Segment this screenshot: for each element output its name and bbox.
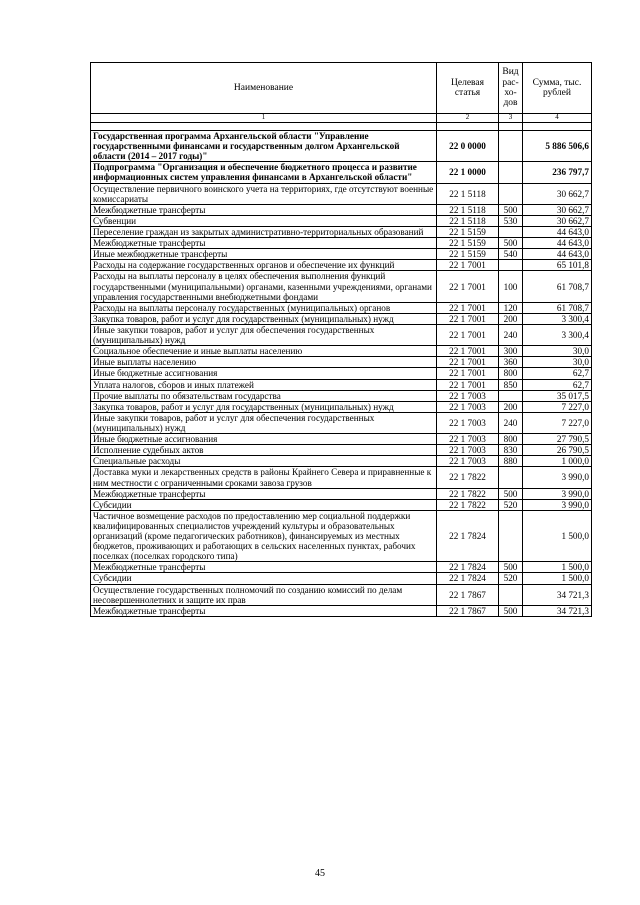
row-expense-type: 200 bbox=[499, 313, 523, 324]
row-sum: 44 643,0 bbox=[523, 238, 592, 249]
table-row bbox=[91, 249, 592, 260]
row-name: Иные закупки товаров, работ и услуг для обеспечения государственных (муниципальных) нужд bbox=[91, 324, 437, 345]
table-row bbox=[91, 379, 592, 390]
row-expense-type: 880 bbox=[499, 456, 523, 467]
table-row bbox=[91, 445, 592, 456]
table-row bbox=[91, 346, 592, 357]
row-sum: 30 662,7 bbox=[523, 204, 592, 215]
row-target-code: 22 0 0000 bbox=[437, 131, 499, 162]
row-target-code: 22 1 7001 bbox=[437, 368, 499, 379]
row-sum: 3 990,0 bbox=[523, 488, 592, 499]
row-target-code: 22 1 7822 bbox=[437, 488, 499, 499]
row-expense-type: 500 bbox=[499, 204, 523, 215]
column-number: 3 bbox=[499, 114, 523, 123]
row-sum: 44 643,0 bbox=[523, 226, 592, 237]
row-name: Расходы на выплаты персоналу в целях обеспечения выполнения функций государственными (муниципальными) органами, казенными учреждениями, органами управления государственными внебюджетными фондами bbox=[91, 271, 437, 302]
row-sum: 34 721,3 bbox=[523, 584, 592, 605]
row-name: Закупка товаров, работ и услуг для государственных (муниципальных) нужд bbox=[91, 313, 437, 324]
row-name: Осуществление государственных полномочий по созданию комиссий по делам несовершеннолетних и защите их прав bbox=[91, 584, 437, 605]
empty-row bbox=[91, 123, 592, 131]
row-target-code: 22 1 7003 bbox=[437, 412, 499, 433]
row-target-code: 22 1 7003 bbox=[437, 456, 499, 467]
row-expense-type: 500 bbox=[499, 488, 523, 499]
header-name: Наименование bbox=[91, 63, 437, 114]
row-target-code: 22 1 7001 bbox=[437, 313, 499, 324]
table-row bbox=[91, 215, 592, 226]
row-expense-type: 530 bbox=[499, 215, 523, 226]
row-sum: 30 662,7 bbox=[523, 215, 592, 226]
row-name: Частичное возмещение расходов по предоставлению мер социальной поддержки квалифицированных специалистов учреждений культуры и образовательных организаций (кроме педагогических работников), финансируемых из местных бюджетов, проживающих и работающих в сельских населенных пунктах, рабочих поселках (поселках городского типа) bbox=[91, 510, 437, 562]
table-row bbox=[91, 260, 592, 271]
table-row bbox=[91, 238, 592, 249]
row-target-code: 22 1 5118 bbox=[437, 215, 499, 226]
row-expense-type: 850 bbox=[499, 379, 523, 390]
row-sum: 27 790,5 bbox=[523, 434, 592, 445]
row-expense-type bbox=[499, 390, 523, 401]
row-target-code: 22 1 7822 bbox=[437, 467, 499, 488]
header-sum: Сумма, тыс. рублей bbox=[523, 63, 592, 114]
row-target-code: 22 1 5159 bbox=[437, 226, 499, 237]
row-expense-type: 200 bbox=[499, 401, 523, 412]
row-target-code: 22 1 7001 bbox=[437, 346, 499, 357]
table-body bbox=[91, 123, 592, 617]
row-sum: 3 300,4 bbox=[523, 324, 592, 345]
row-name: Прочие выплаты по обязательствам государства bbox=[91, 390, 437, 401]
row-sum: 65 101,8 bbox=[523, 260, 592, 271]
row-target-code: 22 1 0000 bbox=[437, 162, 499, 183]
table-row bbox=[91, 302, 592, 313]
row-target-code: 22 1 7001 bbox=[437, 324, 499, 345]
row-expense-type: 360 bbox=[499, 357, 523, 368]
row-sum: 26 790,5 bbox=[523, 445, 592, 456]
row-sum: 30,0 bbox=[523, 357, 592, 368]
row-sum: 30 662,7 bbox=[523, 183, 592, 204]
row-target-code: 22 1 5159 bbox=[437, 238, 499, 249]
row-target-code: 22 1 7001 bbox=[437, 271, 499, 302]
header-target: Целевая статья bbox=[437, 63, 499, 114]
column-number: 1 bbox=[91, 114, 437, 123]
row-name: Межбюджетные трансферты bbox=[91, 204, 437, 215]
table-row bbox=[91, 401, 592, 412]
row-target-code: 22 1 5118 bbox=[437, 183, 499, 204]
row-expense-type: 520 bbox=[499, 499, 523, 510]
table-row bbox=[91, 204, 592, 215]
row-name: Иные бюджетные ассигнования bbox=[91, 434, 437, 445]
row-name: Иные межбюджетные трансферты bbox=[91, 249, 437, 260]
table-row bbox=[91, 562, 592, 573]
row-sum: 44 643,0 bbox=[523, 249, 592, 260]
row-sum: 1 500,0 bbox=[523, 573, 592, 584]
row-target-code: 22 1 7824 bbox=[437, 573, 499, 584]
row-target-code: 22 1 7001 bbox=[437, 302, 499, 313]
row-name: Доставка муки и лекарственных средств в районы Крайнего Севера и приравненные к ним местности с ограниченными сроками завоза грузов bbox=[91, 467, 437, 488]
row-name: Иные бюджетные ассигнования bbox=[91, 368, 437, 379]
row-expense-type: 240 bbox=[499, 412, 523, 433]
row-target-code: 22 1 7824 bbox=[437, 510, 499, 562]
row-name: Субсидии bbox=[91, 499, 437, 510]
row-expense-type: 120 bbox=[499, 302, 523, 313]
row-sum: 3 300,4 bbox=[523, 313, 592, 324]
row-name: Межбюджетные трансферты bbox=[91, 562, 437, 573]
row-target-code: 22 1 7003 bbox=[437, 390, 499, 401]
row-expense-type: 100 bbox=[499, 271, 523, 302]
row-name: Межбюджетные трансферты bbox=[91, 605, 437, 616]
row-expense-type bbox=[499, 510, 523, 562]
row-name: Исполнение судебных актов bbox=[91, 445, 437, 456]
table-row bbox=[91, 510, 592, 562]
row-target-code: 22 1 5159 bbox=[437, 249, 499, 260]
row-expense-type: 500 bbox=[499, 605, 523, 616]
table-row bbox=[91, 131, 592, 162]
table-row bbox=[91, 499, 592, 510]
row-name: Осуществление первичного воинского учета на территориях, где отсутствуют военные комиссариаты bbox=[91, 183, 437, 204]
page-number: 45 bbox=[315, 868, 325, 879]
table-row bbox=[91, 313, 592, 324]
table-row bbox=[91, 584, 592, 605]
row-sum: 7 227,0 bbox=[523, 412, 592, 433]
row-target-code: 22 1 7001 bbox=[437, 379, 499, 390]
row-name: Межбюджетные трансферты bbox=[91, 238, 437, 249]
column-number: 2 bbox=[437, 114, 499, 123]
row-sum: 1 000,0 bbox=[523, 456, 592, 467]
row-sum: 62,7 bbox=[523, 368, 592, 379]
row-expense-type: 300 bbox=[499, 346, 523, 357]
row-expense-type: 500 bbox=[499, 562, 523, 573]
table-row bbox=[91, 357, 592, 368]
row-sum: 35 017,5 bbox=[523, 390, 592, 401]
row-expense-type: 240 bbox=[499, 324, 523, 345]
row-sum: 1 500,0 bbox=[523, 562, 592, 573]
table-row bbox=[91, 434, 592, 445]
row-expense-type bbox=[499, 183, 523, 204]
row-name: Подпрограмма "Организация и обеспечение бюджетного процесса и развитие информационных систем управления финансами в Архангельской области" bbox=[91, 162, 437, 183]
row-expense-type bbox=[499, 467, 523, 488]
row-expense-type bbox=[499, 162, 523, 183]
table-row bbox=[91, 183, 592, 204]
row-target-code: 22 1 7867 bbox=[437, 584, 499, 605]
row-sum: 236 797,7 bbox=[523, 162, 592, 183]
table-row bbox=[91, 271, 592, 302]
row-sum: 34 721,3 bbox=[523, 605, 592, 616]
row-expense-type bbox=[499, 260, 523, 271]
row-name: Переселение граждан из закрытых административно-территориальных образований bbox=[91, 226, 437, 237]
table-row bbox=[91, 226, 592, 237]
row-expense-type: 830 bbox=[499, 445, 523, 456]
budget-table bbox=[90, 62, 592, 617]
row-target-code: 22 1 7001 bbox=[437, 260, 499, 271]
row-sum: 30,0 bbox=[523, 346, 592, 357]
row-sum: 62,7 bbox=[523, 379, 592, 390]
table-row bbox=[91, 467, 592, 488]
table-row bbox=[91, 162, 592, 183]
row-expense-type: 540 bbox=[499, 249, 523, 260]
table-row bbox=[91, 488, 592, 499]
table-row bbox=[91, 368, 592, 379]
row-name: Субсидии bbox=[91, 573, 437, 584]
header-row bbox=[91, 63, 592, 114]
row-sum: 5 886 506,6 bbox=[523, 131, 592, 162]
table-row bbox=[91, 412, 592, 433]
row-name: Закупка товаров, работ и услуг для государственных (муниципальных) нужд bbox=[91, 401, 437, 412]
table-row bbox=[91, 456, 592, 467]
table-row bbox=[91, 324, 592, 345]
row-name: Иные выплаты населению bbox=[91, 357, 437, 368]
row-target-code: 22 1 5118 bbox=[437, 204, 499, 215]
table-row bbox=[91, 573, 592, 584]
row-name: Социальное обеспечение и иные выплаты населению bbox=[91, 346, 437, 357]
row-sum: 3 990,0 bbox=[523, 467, 592, 488]
table-row bbox=[91, 390, 592, 401]
row-target-code: 22 1 7003 bbox=[437, 434, 499, 445]
row-expense-type: 800 bbox=[499, 368, 523, 379]
row-name: Иные закупки товаров, работ и услуг для обеспечения государственных (муниципальных) нужд bbox=[91, 412, 437, 433]
row-target-code: 22 1 7001 bbox=[437, 357, 499, 368]
row-name: Уплата налогов, сборов и иных платежей bbox=[91, 379, 437, 390]
row-name: Расходы на содержание государственных органов и обеспечение их функций bbox=[91, 260, 437, 271]
header-type: Вид рас-хо-дов bbox=[499, 63, 523, 114]
row-expense-type: 500 bbox=[499, 238, 523, 249]
row-sum: 3 990,0 bbox=[523, 499, 592, 510]
table-row bbox=[91, 605, 592, 616]
column-number: 4 bbox=[523, 114, 592, 123]
row-name: Государственная программа Архангельской области "Управление государственными финансами и государственным долгом Архангельской области (2014 – 2017 годы)" bbox=[91, 131, 437, 162]
row-name: Субвенции bbox=[91, 215, 437, 226]
row-target-code: 22 1 7867 bbox=[437, 605, 499, 616]
row-target-code: 22 1 7003 bbox=[437, 401, 499, 412]
row-sum: 61 708,7 bbox=[523, 302, 592, 313]
row-name: Специальные расходы bbox=[91, 456, 437, 467]
row-name: Межбюджетные трансферты bbox=[91, 488, 437, 499]
row-target-code: 22 1 7003 bbox=[437, 445, 499, 456]
row-expense-type: 520 bbox=[499, 573, 523, 584]
row-expense-type: 800 bbox=[499, 434, 523, 445]
column-number-row bbox=[91, 114, 592, 123]
row-sum: 7 227,0 bbox=[523, 401, 592, 412]
row-target-code: 22 1 7822 bbox=[437, 499, 499, 510]
row-target-code: 22 1 7824 bbox=[437, 562, 499, 573]
row-expense-type bbox=[499, 584, 523, 605]
row-name: Расходы на выплаты персоналу государственных (муниципальных) органов bbox=[91, 302, 437, 313]
row-expense-type bbox=[499, 226, 523, 237]
row-expense-type bbox=[499, 131, 523, 162]
row-sum: 1 500,0 bbox=[523, 510, 592, 562]
row-sum: 61 708,7 bbox=[523, 271, 592, 302]
